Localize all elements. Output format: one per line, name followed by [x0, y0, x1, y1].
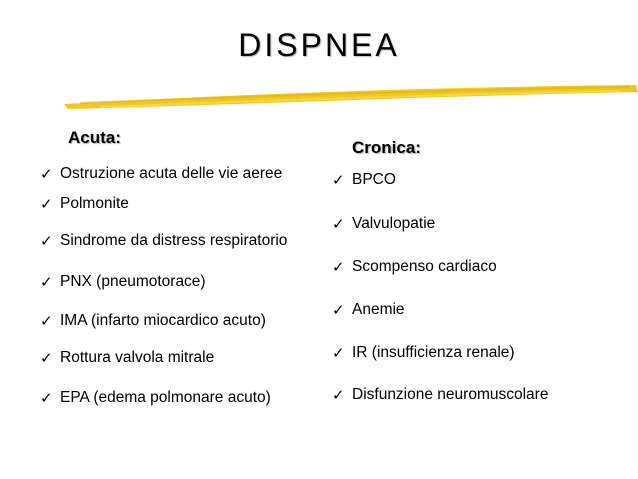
- list-item: [332, 344, 515, 362]
- list-item: [40, 232, 287, 250]
- list-item-label: Rottura valvola mitrale: [60, 349, 215, 366]
- list-item: [332, 215, 435, 233]
- list-item-label: Disfunzione neuromuscolare: [352, 386, 549, 403]
- checkmark-icon: ✓: [40, 350, 53, 367]
- checkmark-icon: ✓: [40, 313, 53, 330]
- checkmark-icon: ✓: [332, 259, 345, 276]
- list-item: [40, 165, 282, 183]
- checkmark-icon: ✓: [40, 233, 53, 250]
- list-item-label: Valvulopatie: [352, 215, 436, 232]
- checkmark-icon: ✓: [40, 166, 53, 183]
- checkmark-icon: ✓: [332, 387, 345, 404]
- checkmark-icon: ✓: [332, 216, 345, 233]
- list-item-label: EPA (edema polmonare acuto): [60, 389, 271, 406]
- checkmark-icon: ✓: [40, 196, 53, 213]
- list-item-label: Ostruzione acuta delle vie aeree: [60, 165, 283, 182]
- list-item: [332, 171, 396, 189]
- list-item-label: Scompenso cardiaco: [352, 258, 497, 275]
- checkmark-icon: ✓: [332, 172, 345, 189]
- list-item-label: PNX (pneumotorace): [60, 273, 206, 290]
- list-item-label: IMA (infarto miocardico acuto): [60, 312, 266, 329]
- list-item: [40, 389, 271, 407]
- acute-heading: Acuta:: [68, 128, 121, 147]
- list-item: [40, 195, 129, 213]
- list-item-label: Anemie: [352, 301, 405, 318]
- list-item: [332, 301, 405, 319]
- highlighter-stroke: [60, 82, 638, 112]
- list-item: [332, 258, 497, 276]
- list-item: [40, 312, 266, 330]
- checkmark-icon: ✓: [40, 390, 53, 407]
- slide-title: DISPNEA: [238, 27, 400, 63]
- list-item-label: IR (insufficienza renale): [352, 344, 515, 361]
- list-item: [40, 273, 206, 291]
- checkmark-icon: ✓: [332, 302, 345, 319]
- chronic-heading: Cronica:: [352, 138, 421, 157]
- list-item-label: Sindrome da distress respiratorio: [60, 232, 288, 249]
- list-item: [332, 386, 548, 404]
- list-item-label: BPCO: [352, 171, 396, 188]
- list-item-label: Polmonite: [60, 195, 129, 212]
- list-item: [40, 349, 214, 367]
- checkmark-icon: ✓: [332, 345, 345, 362]
- checkmark-icon: ✓: [40, 274, 53, 291]
